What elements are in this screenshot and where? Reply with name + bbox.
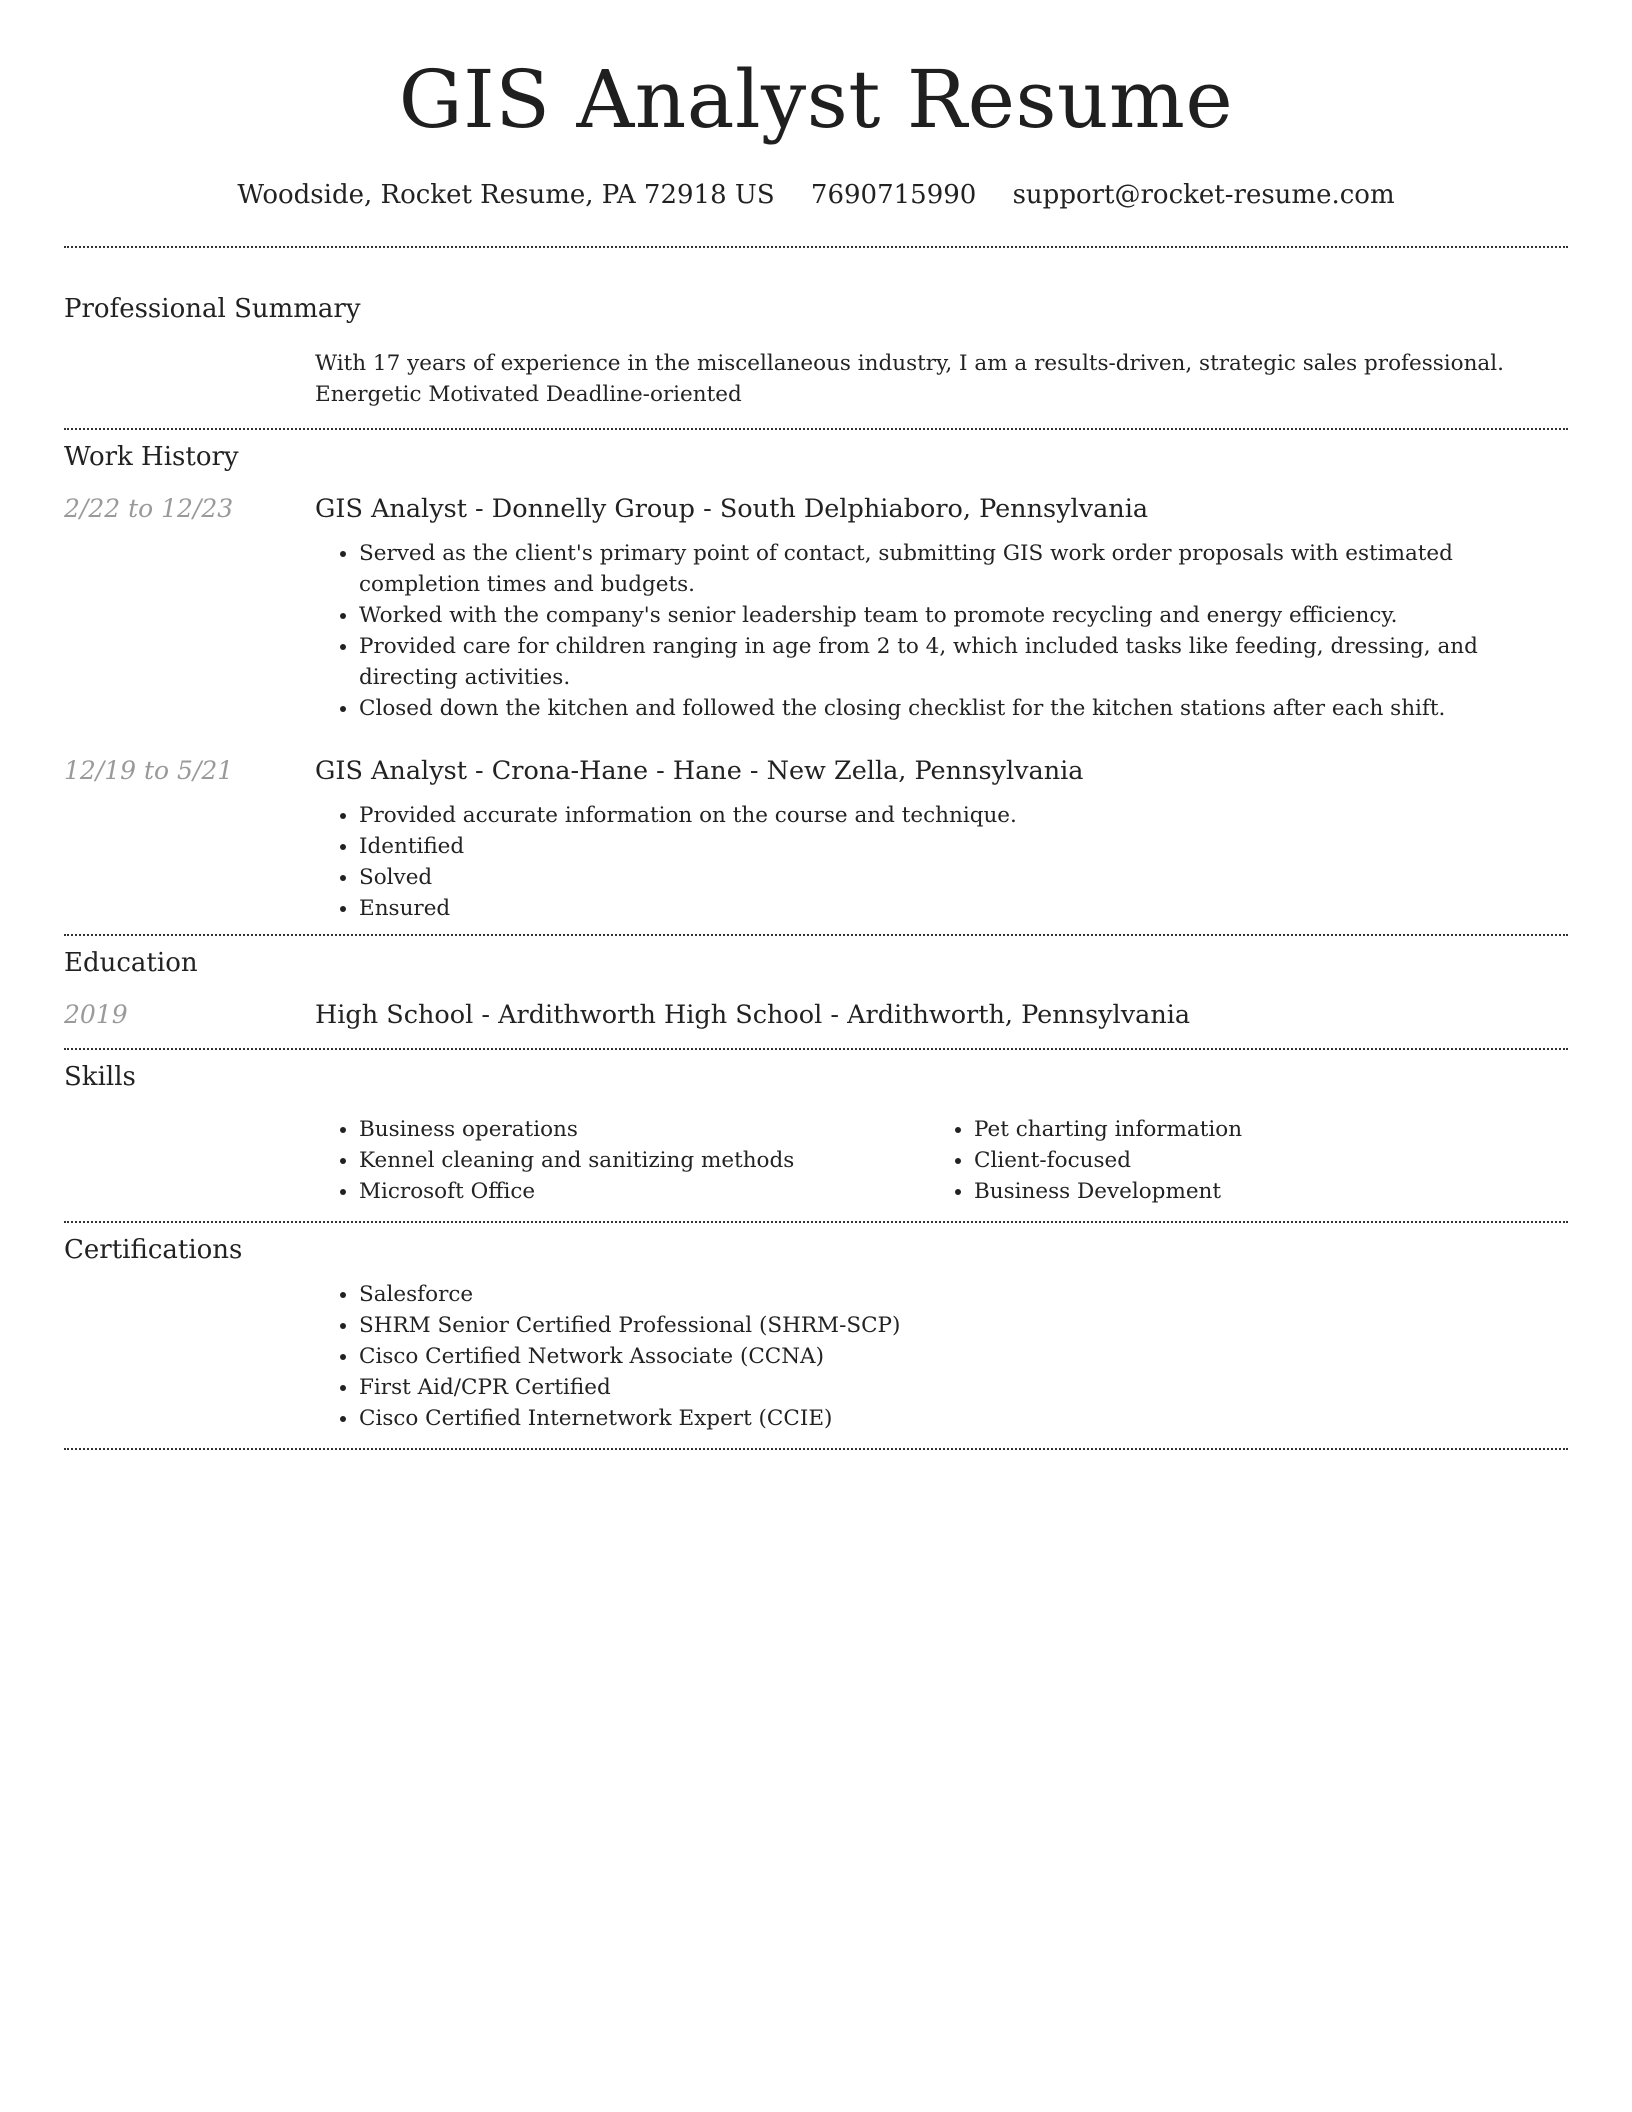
- list-item: • Microsoft Office: [359, 1176, 930, 1207]
- list-item: • Business operations: [359, 1114, 930, 1145]
- section-heading-work: Work History: [64, 442, 239, 472]
- education-section: [64, 936, 1568, 1048]
- job-bullets: [315, 800, 1568, 924]
- resume-header: [64, 0, 1568, 212]
- list-item: • Pet charting information: [974, 1114, 1545, 1145]
- skills-list-right: [930, 1114, 1545, 1207]
- section-heading-education: Education: [64, 948, 198, 978]
- list-item: • Salesforce: [359, 1279, 1568, 1310]
- list-item: • First Aid/CPR Certified: [359, 1372, 1568, 1403]
- contact-line: [64, 178, 1568, 212]
- contact-phone: 7690715990: [810, 180, 977, 210]
- list-item: • Provided care for children ranging in age from 2 to 4, which included tasks like feeding, dressing, and directing activities.: [359, 631, 1568, 693]
- page-title: GIS Analyst Resume: [398, 53, 1234, 146]
- education-entry: [64, 998, 1568, 1032]
- certifications-list: [315, 1279, 1568, 1434]
- list-item: • Identified: [359, 831, 1568, 862]
- list-item: • Solved: [359, 862, 1568, 893]
- section-heading-certifications: Certifications: [64, 1235, 243, 1265]
- section-heading-summary: Professional Summary: [64, 294, 361, 324]
- contact-email: support@rocket-resume.com: [1012, 180, 1395, 210]
- skills-section: [64, 1050, 1568, 1221]
- list-item: • Client-focused: [974, 1145, 1545, 1176]
- list-item: • Closed down the kitchen and followed the closing checklist for the kitchen stations after each shift.: [359, 693, 1568, 724]
- list-item: • Business Development: [974, 1176, 1545, 1207]
- list-item: • Ensured: [359, 893, 1568, 924]
- list-item: • SHRM Senior Certified Professional (SHRM-SCP): [359, 1310, 1568, 1341]
- divider: [64, 1448, 1568, 1450]
- job-bullets: [315, 538, 1568, 724]
- summary-text: With 17 years of experience in the miscellaneous industry, I am a results-driven, strategic sales professional. Energetic Motivated Deadline-oriented: [315, 351, 1504, 407]
- certifications-section: [64, 1223, 1568, 1448]
- job-title: GIS Analyst - Crona-Hane - Hane - New Zella, Pennsylvania: [315, 756, 1084, 786]
- list-item: • Provided accurate information on the course and technique.: [359, 800, 1568, 831]
- job-title: GIS Analyst - Donnelly Group - South Delphiaboro, Pennsylvania: [315, 494, 1149, 524]
- list-item: • Kennel cleaning and sanitizing methods: [359, 1145, 930, 1176]
- job-entry: [64, 492, 1568, 724]
- section-heading-skills: Skills: [64, 1062, 136, 1092]
- list-item: • Worked with the company's senior leadership team to promote recycling and energy efficiency.: [359, 600, 1568, 631]
- job-dates: 2/22 to 12/23: [64, 494, 234, 523]
- job-entry: [64, 754, 1568, 934]
- work-history-section: [64, 430, 1568, 934]
- summary-section: [64, 248, 1568, 428]
- job-dates: 12/19 to 5/21: [64, 756, 234, 785]
- list-item: • Cisco Certified Network Associate (CCNA): [359, 1341, 1568, 1372]
- contact-address: Woodside, Rocket Resume, PA 72918 US: [237, 180, 775, 210]
- list-item: • Served as the client's primary point of contact, submitting GIS work order proposals with estimated completion times and budgets.: [359, 538, 1568, 600]
- skills-list-left: [315, 1114, 930, 1207]
- list-item: • Cisco Certified Internetwork Expert (CCIE): [359, 1403, 1568, 1434]
- education-title: High School - Ardithworth High School - Ardithworth, Pennsylvania: [315, 1000, 1191, 1030]
- education-year: 2019: [64, 1000, 128, 1029]
